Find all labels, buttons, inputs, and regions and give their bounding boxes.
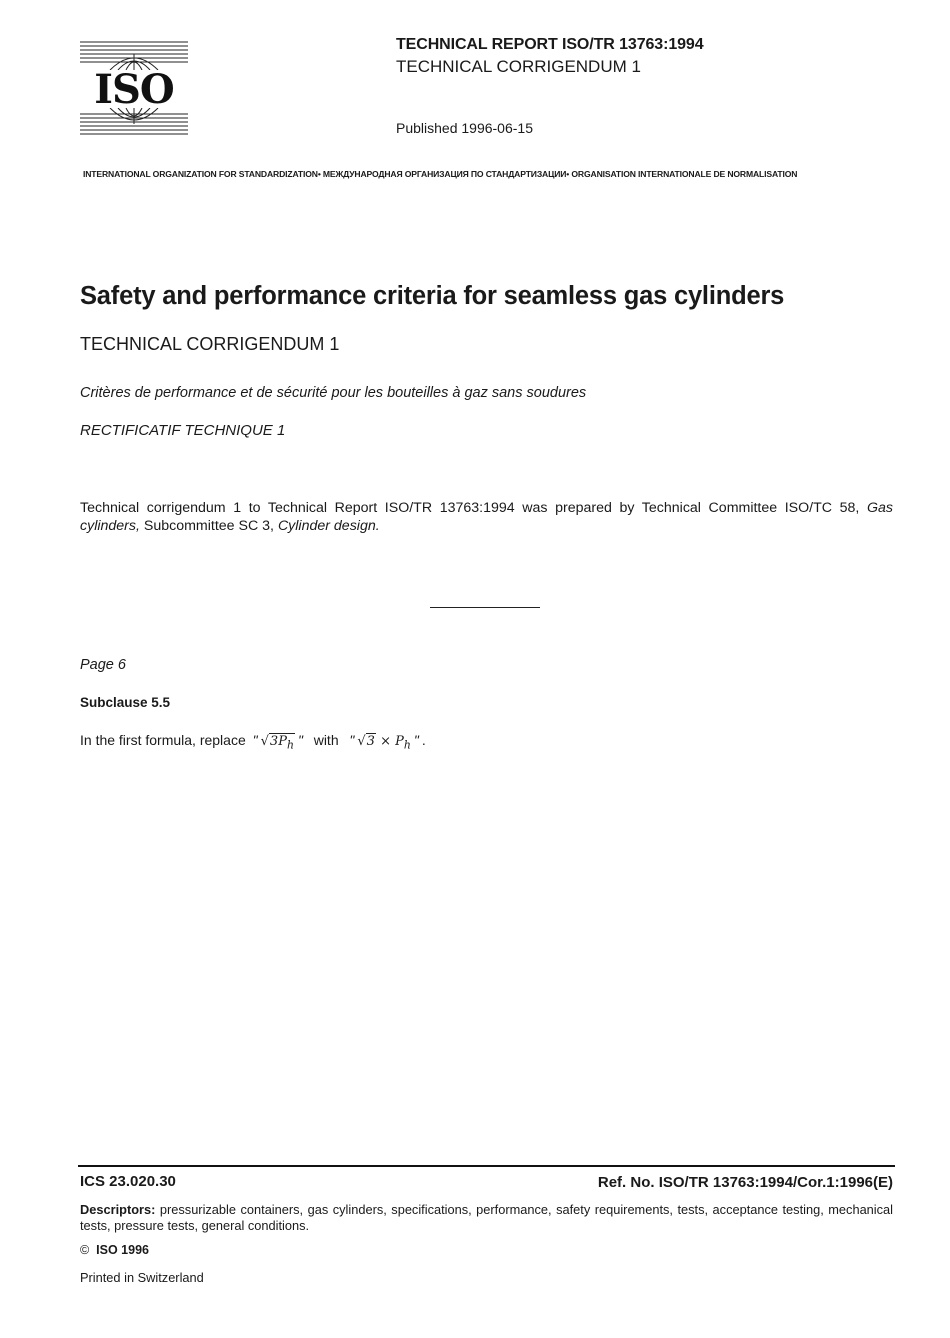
organization-banner: INTERNATIONAL ORGANIZATION FOR STANDARDIZATION• МЕЖДУНАРОДНАЯ ОРГАНИЗАЦИЯ ПО СТАНДАРТИЗАЦИИ• ORGANISATION INTERNATIONALE DE NORMALISATION — [83, 169, 798, 179]
document-title: Safety and performance criteria for seamless gas cylinders — [80, 282, 785, 310]
iso-logo — [80, 40, 188, 136]
report-number: TECHNICAL REPORT ISO/TR 13763:1994 — [396, 36, 704, 53]
subclause-heading: Subclause 5.5 — [80, 695, 171, 710]
document-subtitle: TECHNICAL CORRIGENDUM 1 — [80, 334, 340, 354]
old-formula: $√3P_h$ — [260, 734, 294, 752]
french-subtitle: RECTIFICATIF TECHNIQUE 1 — [80, 422, 286, 439]
page-reference: Page 6 — [80, 657, 126, 673]
intro-paragraph: Technical corrigendum 1 to Technical Report ISO/TR 13763:1994 was prepared by Technical Committee ISO/TC 58, Gas cylinders, Subcommittee SC 3, Cylinder design. — [80, 500, 893, 534]
corrigendum-label: TECHNICAL CORRIGENDUM 1 — [396, 57, 641, 76]
new-formula: $√3 \times P_h$ — [357, 734, 411, 752]
printed-in: Printed in Switzerland — [80, 1270, 204, 1285]
published-date: Published 1996-06-15 — [396, 120, 533, 136]
descriptors: Descriptors: pressurizable containers, gas cylinders, specifications, performance, safety requirements, tests, acceptance testing, mechanical tests, pressure tests, general conditions. — [80, 1202, 893, 1233]
separator-line — [430, 607, 540, 608]
french-title: Critères de performance et de sécurité pour les bouteilles à gaz sans soudures — [80, 385, 587, 401]
reference-number: Ref. No. ISO/TR 13763:1994/Cor.1:1996(E) — [597, 1174, 893, 1191]
footer-rule — [78, 1165, 895, 1167]
ics-code: ICS 23.020.30 — [80, 1173, 176, 1190]
correction-instruction: In the first formula, replace " $√3P_h$ " with " $√3 \times P_h$ " . — [80, 732, 426, 752]
copyright: © ISO 1996 — [80, 1243, 149, 1257]
logo-text: ISO — [94, 66, 174, 113]
